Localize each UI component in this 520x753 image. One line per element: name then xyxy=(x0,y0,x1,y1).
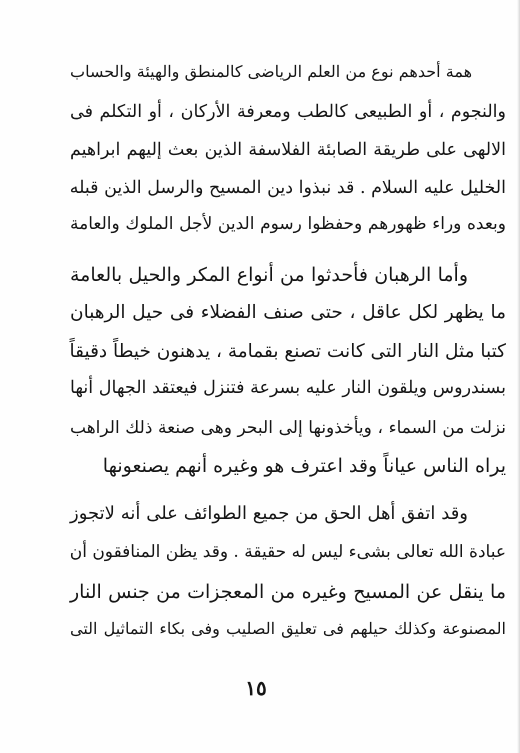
text-line: بسندروس ويلقون النار عليه بسرعة فتنزل فيعتقد الجهال أنها xyxy=(70,378,506,398)
text-line: وقد اتفق أهل الحق من جميع الطوائف على أنه لاتجوز xyxy=(70,503,468,524)
text-line: عبادة الله تعالى بشىء ليس له حقيقة . وقد يظن المنافقون أن xyxy=(69,542,506,562)
text-line: كتبا مثل النار التى كانت تصنع بقمامة ، يدهنون خيطاً دقيقاً xyxy=(69,341,506,362)
text-line: همة أحدهم نوع من العلم الرياضى كالمنطق والهيئة والحساب xyxy=(70,62,472,81)
text-line: وأما الرهبان فأحدثوا من أنواع المكر والحيل بالعامة xyxy=(70,264,468,286)
text-line: نزلت من السماء ، ويأخذونها إلى البحر وهى صنعة ذلك الراهب xyxy=(70,418,506,438)
text-line: ما يظهر لكل عاقل ، حتى صنف الفضلاء فى حيل الرهبان xyxy=(70,302,506,323)
text-line: الالهى على طريقة الصابئة الفلاسفة الذين بعث إليهم ابراهيم xyxy=(70,140,506,160)
page-number: ١٥ xyxy=(245,676,267,700)
text-line: المصنوعة وكذلك حيلهم فى تعليق الصليب وفى بكاء التماثيل التى xyxy=(70,619,506,638)
text-line: الخليل عليه السلام . قد نبذوا دين المسيح والرسل الذين قبله xyxy=(69,178,506,198)
text-line: يراه الناس عياناً وقد اعترف هو وغيره أنهم يصنعونها xyxy=(102,455,506,477)
text-line: ما ينقل عن المسيح وغيره من المعجزات من جنس النار xyxy=(70,581,506,603)
text-line: والنجوم ، أو الطبيعى كالطب ومعرفة الأركان ، أو التكلم فى xyxy=(70,102,506,122)
text-line: وبعده وراء ظهورهم وحفظوا رسوم الدين لأجل الملوك والعامة xyxy=(70,214,506,234)
